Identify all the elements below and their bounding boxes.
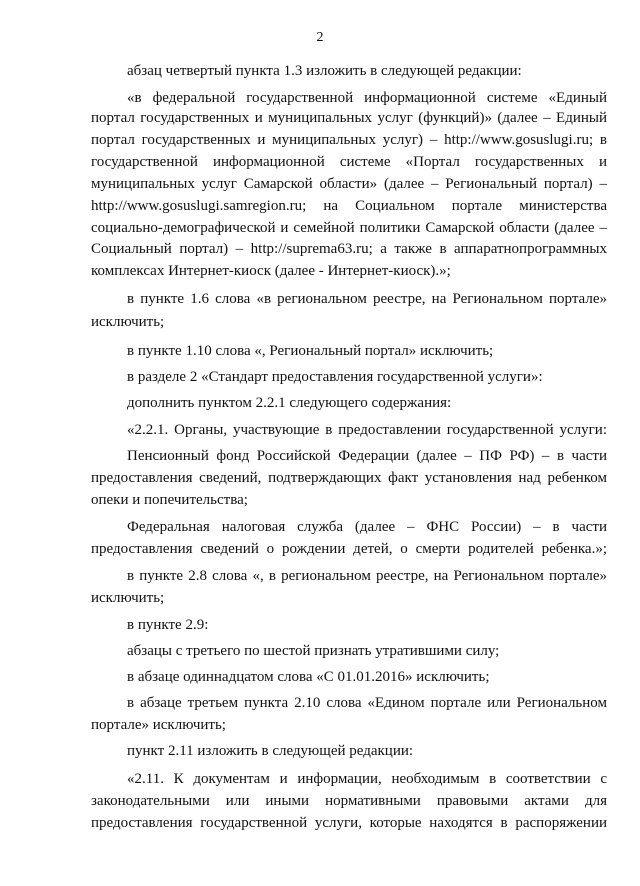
text-line: «2.2.1. Органы, участвующие в предоставлении государственной услуги: — [127, 422, 607, 438]
text-line: социально-демографической и семейной политики Самарской области (далее – — [91, 220, 607, 236]
text-line: предоставления сведений о рождении детей, о смерти родителей ребенка.»; — [91, 541, 607, 557]
text-line: пункт 2.11 изложить в следующей редакции: — [127, 743, 414, 759]
page-number: 2 — [316, 30, 324, 45]
text-line: комплексах Интернет-киоск (далее - Интернет-киоск).»; — [91, 263, 451, 279]
text-line: муниципальных услуг Самарской области» (далее – Региональный портал) – — [91, 176, 607, 192]
text-line: исключить; — [91, 590, 165, 606]
text-line: предоставления сведений, подтверждающих факт установления над ребенком — [91, 470, 607, 486]
text-line: опеки и попечительства; — [91, 492, 248, 508]
text-line: «2.11. К документам и информации, необходимым в соответствии с — [127, 771, 607, 787]
text-line: дополнить пунктом 2.2.1 следующего содержания: — [127, 395, 452, 411]
text-line: в разделе 2 «Стандарт предоставления государственной услуги»: — [127, 369, 543, 385]
text-line: в пункте 2.9: — [127, 617, 209, 633]
text-line: портал государственных и муниципальных услуг (функций)» (далее – Единый — [91, 110, 607, 126]
text-line: законодательными или иными нормативными правовыми актами для — [91, 793, 607, 809]
text-line: Пенсионный фонд Российской Федерации (далее – ПФ РФ) – в части — [127, 448, 607, 464]
text-line: абзац четвертый пункта 1.3 изложить в следующей редакции: — [127, 63, 522, 79]
text-line: исключить; — [91, 314, 165, 330]
text-line: Федеральная налоговая служба (далее – ФНС России) – в части — [127, 519, 607, 535]
text-line: абзацы с третьего по шестой признать утратившими силу; — [127, 643, 500, 659]
text-line: в пункте 1.6 слова «в региональном реестре, на Региональном портале» — [127, 291, 607, 307]
text-line: в абзаце одиннадцатом слова «С 01.01.2016» исключить; — [127, 669, 490, 685]
text-line: государственной информационной системе «Портал государственных и — [91, 154, 607, 170]
text-line: http://www.gosuslugi.samregion.ru; на Социальном портале министерства — [91, 198, 607, 214]
text-line: в пункте 2.8 слова «, в региональном реестре, на Региональном портале» — [127, 568, 607, 584]
text-line: в абзаце третьем пункта 2.10 слова «Едином портале или Региональном — [127, 695, 607, 711]
text-line: в пункте 1.10 слова «, Региональный портал» исключить; — [127, 343, 494, 359]
text-line: предоставления государственной услуги, которые находятся в распоряжении — [91, 815, 607, 831]
text-line: портал государственных и муниципальных услуг) – http://www.gosuslugi.ru; в — [91, 132, 607, 148]
text-line: Социальный портал) – http://suprema63.ru; а также в аппаратнопрограммных — [91, 241, 607, 257]
text-line: «в федеральной государственной информационной системе «Единый — [127, 90, 607, 106]
text-line: портале» исключить; — [91, 717, 226, 733]
